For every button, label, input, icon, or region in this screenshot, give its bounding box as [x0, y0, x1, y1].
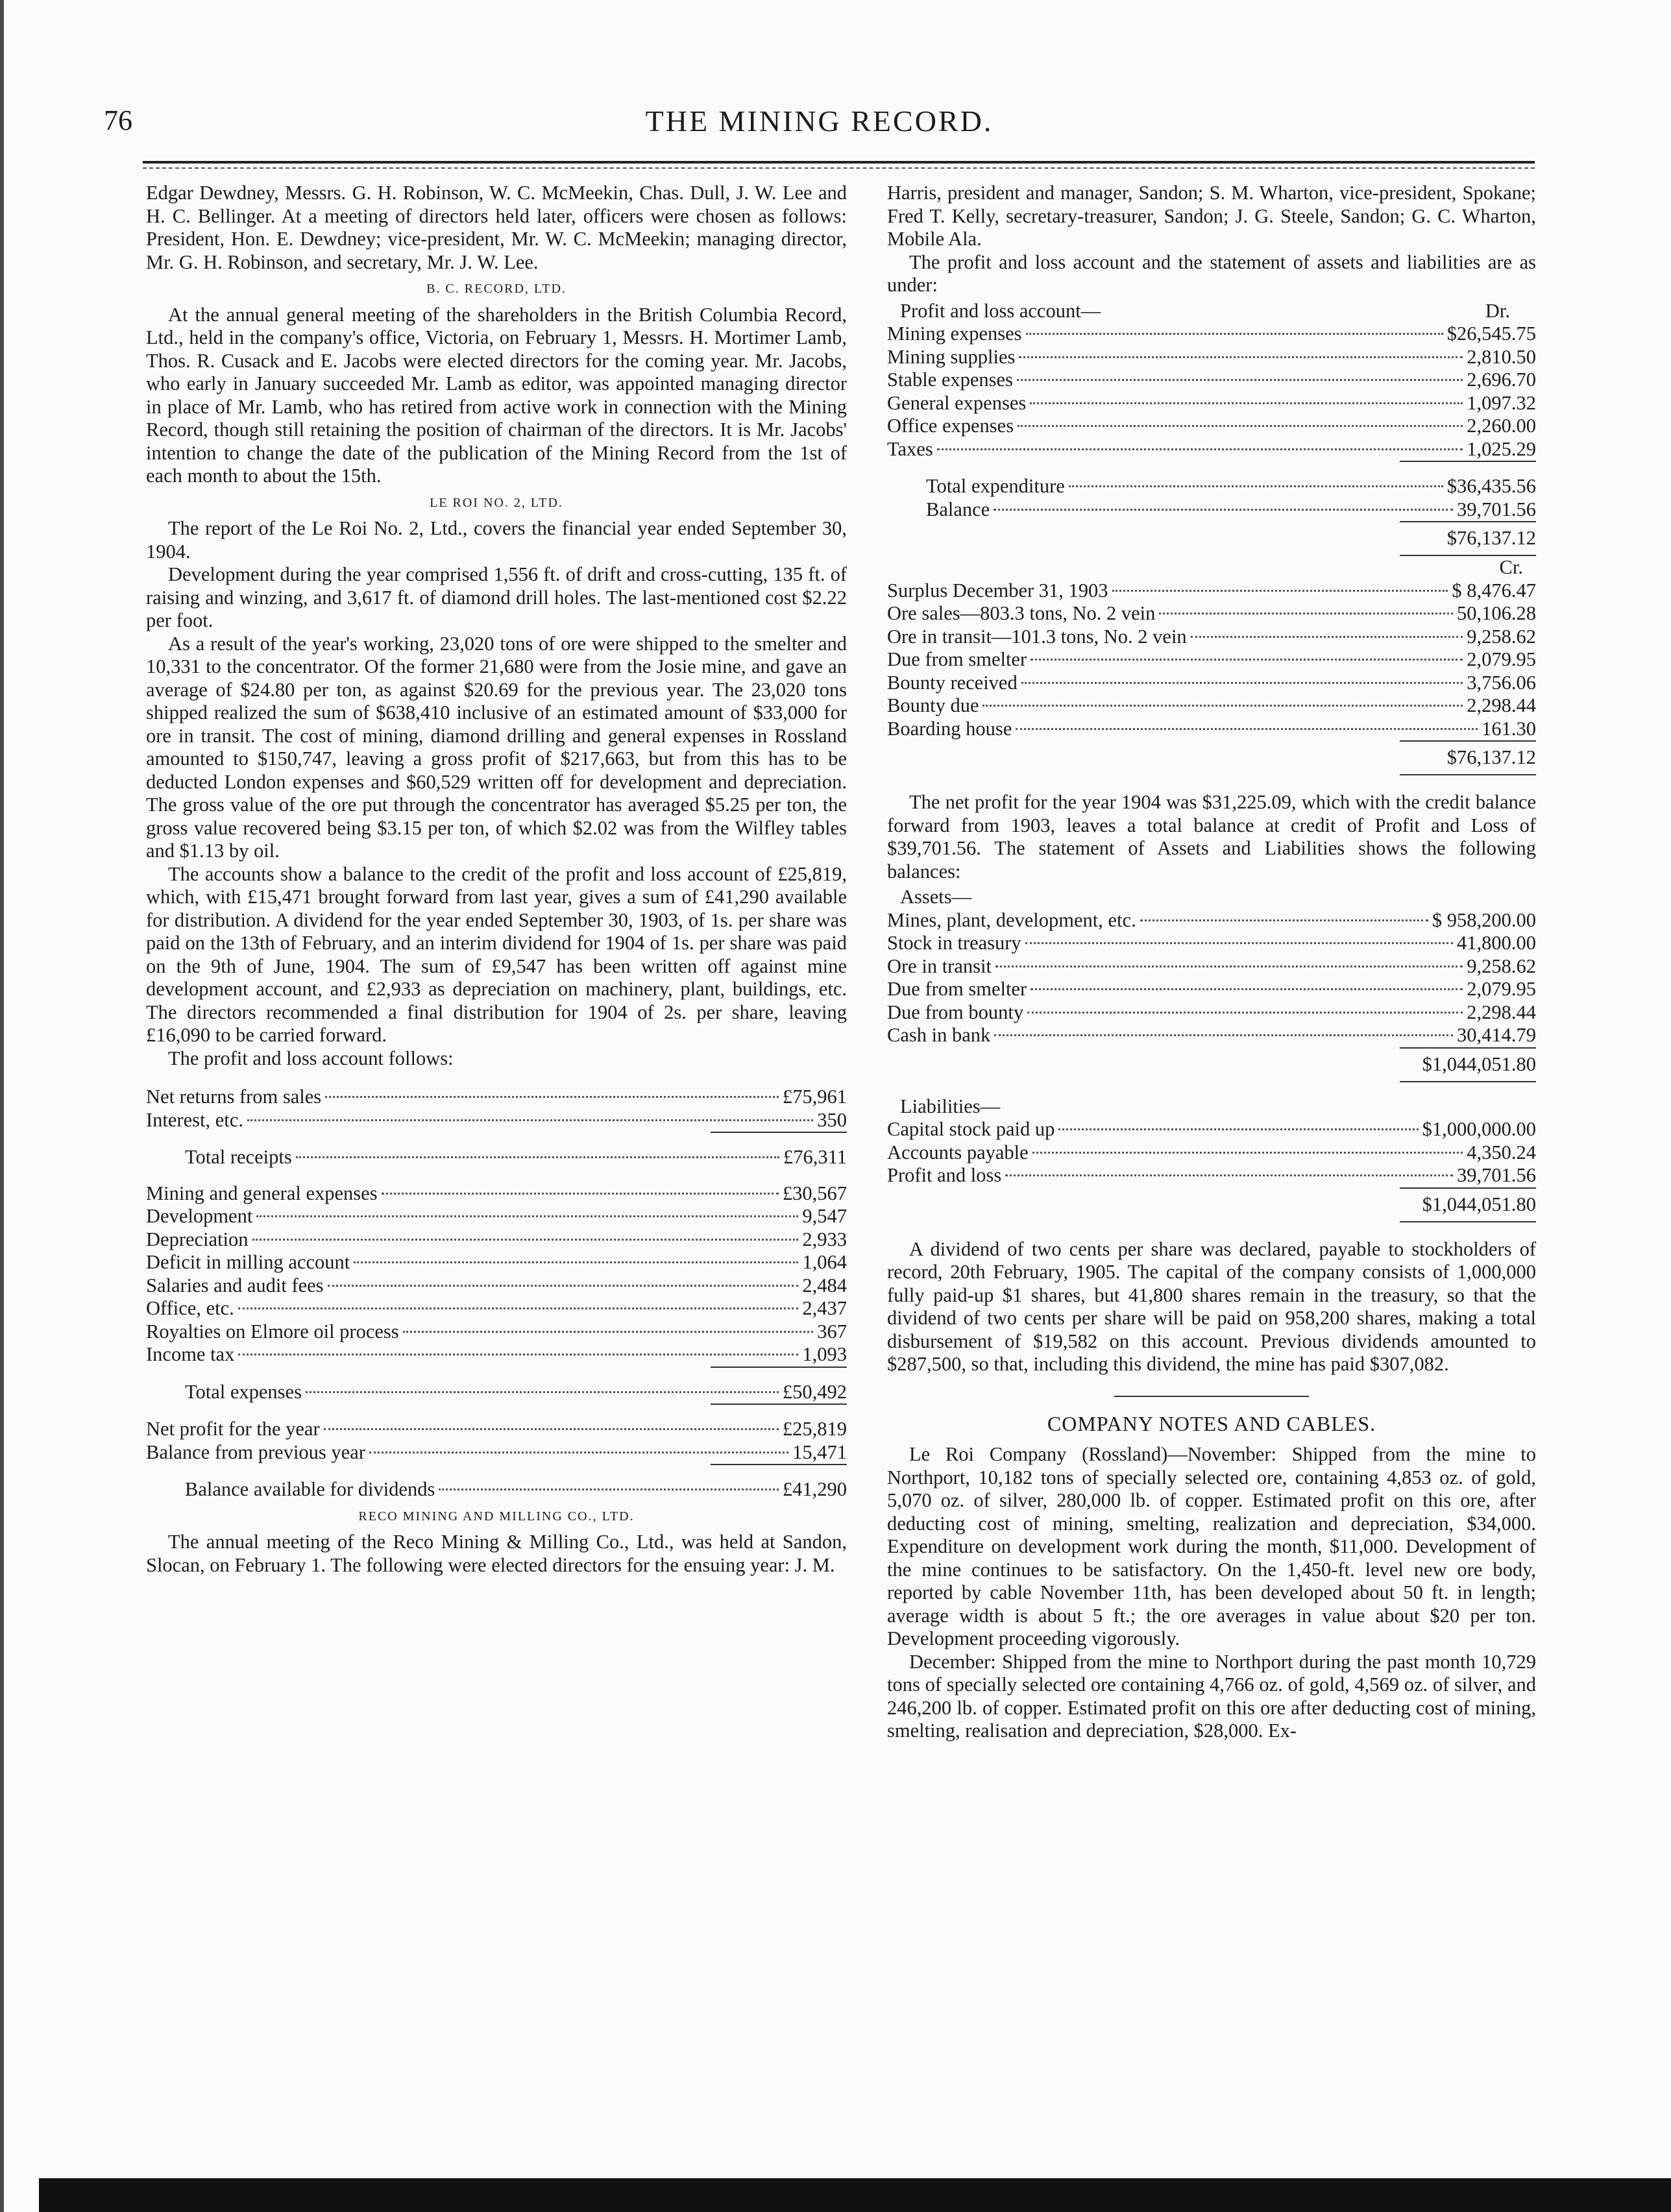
ledger-row: Capital stock paid up $1,000,000.00 [887, 1118, 1536, 1140]
ledger-row: Office, etc. 2,437 [146, 1297, 847, 1319]
ledger-row: Deficit in milling account 1,064 [146, 1251, 847, 1273]
ledger-row: Accounts payable 4,350.24 [887, 1141, 1536, 1163]
section-heading: B. C. RECORD, LTD. [426, 282, 567, 296]
ledger-row: Ore in transit—101.3 tons, No. 2 vein 9,258.62 [887, 625, 1536, 648]
ledger-row: Stock in treasury 41,800.00 [887, 932, 1536, 954]
paragraph: Harris, president and manager, Sandon; S. M. Wharton, vice-president, Spokane; Fred T. Kelly, secretary-treasurer, Sandon; J. G. Steele, Sandon; G. C. Wharton, Mobile Ala. [887, 182, 1536, 250]
section-divider [1114, 1396, 1309, 1397]
right-column [887, 182, 1536, 1743]
ledger-total-row: Total expenses £50,492 [185, 1380, 847, 1403]
ledger-row: Mines, plant, development, etc. $ 958,200.00 [887, 908, 1536, 931]
paragraph: The profit and loss account follows: [168, 1047, 454, 1069]
ledger-grand-total: $76,137.12 [1446, 746, 1536, 769]
ledger-row: Balance 39,701.56 [926, 498, 1536, 520]
ledger-row: Income tax 1,093 [146, 1343, 847, 1365]
ledger-row: Depreciation 2,933 [146, 1228, 847, 1250]
paragraph: As a result of the year's working, 23,020 tons of ore were shipped to the smelter and 10,331 to the concentrator. Of the former 21,680 were from the Josie mine, and gave an average of $24.80 per ton, as against $20.69 for the previous year. The 23,020 tons shipped realized the sum of $638,410 inclusive of an estimated amount of $33,000 for ore in transit. The cost of mining, diamond drilling and general expenses in Rossland amounted to $150,747, leaving a gross profit of $217,663, but from this has to be deducted London expenses and $60,529 written off for development and depreciation. The gross value of the ore put through the concentrator has averaged $5.25 per ton, the gross value recovered being $3.15 per ton, of which $2.02 was from the Wilfley tables and $1.13 by oil. [146, 632, 847, 862]
ledger-row: Due from smelter 2,079.95 [887, 978, 1536, 1000]
scan-edge [0, 0, 39, 2212]
running-title: THE MINING RECORD. [645, 104, 994, 138]
ledger-total-row: Balance available for dividends £41,290 [185, 1478, 847, 1500]
header-rule [143, 161, 1535, 164]
ledger-row: Balance from previous year 15,471 [146, 1440, 847, 1463]
ledger-grand-total: $76,137.12 [1446, 527, 1536, 550]
ledger-grand-total: $1,044,051.80 [1422, 1193, 1536, 1215]
ledger-row: Boarding house 161.30 [887, 717, 1536, 740]
reco-profit-loss-ledger [887, 300, 1536, 776]
ledger-row: Salaries and audit fees 2,484 [146, 1274, 847, 1296]
page-number: 76 [104, 104, 132, 136]
ledger-total-row: Total receipts £76,311 [185, 1146, 847, 1168]
ledger-row: Net returns from sales £75,961 [146, 1086, 847, 1108]
header-rule-dashed [143, 167, 1535, 169]
ledger-row: Development 9,547 [146, 1205, 847, 1227]
left-column [146, 182, 847, 1577]
ledger-row: Bounty due 2,298.44 [887, 694, 1536, 716]
section-heading: RECO MINING AND MILLING CO., LTD. [358, 1509, 635, 1524]
ledger-row: Taxes 1,025.29 [887, 437, 1536, 460]
ledger-header: Profit and loss account— Dr. [900, 299, 1510, 322]
paragraph: At the annual general meeting of the shareholders in the British Columbia Record, Ltd., held in the company's office, Victoria, on February 1, Messrs. H. Mortimer Lamb, Thos. R. Cusack and E. Jacobs were elected directors for the coming year. Mr. Jacobs, who early in January succeeded Mr. Lamb as editor, was appointed managing director in place of Mr. Lamb, who has retired from active work in connection with the Mining Record, though still retaining the position of chairman of the directors. It is Mr. Jacobs' intention to change the date of the publication of the Mining Record from the 1st of each month to about the 15th. [146, 303, 847, 487]
paragraph: Development during the year comprised 1,556 ft. of drift and cross-cutting, 135 ft. of raising and winzing, and 3,617 ft. of diamond drill holes. The last-mentioned cost $2.22 per foot. [146, 563, 847, 631]
paragraph: The report of the Le Roi No. 2, Ltd., covers the financial year ended September 30, 1904. [146, 517, 847, 563]
ledger-row: Ore sales—803.3 tons, No. 2 vein 50,106.28 [887, 602, 1536, 624]
scan-bottom-edge [39, 2178, 1671, 2212]
ledger-header: Liabilities— [900, 1095, 1001, 1117]
paragraph: The accounts show a balance to the credit of the profit and loss account of £25,819, which, with £15,471 brought forward from last year, gives a sum of £41,290 available for distribution. A dividend for the year ended September 30, 1903, of 1s. per share was paid on the 13th of February, and an interim dividend for 1904 of 1s. per share was paid on the 9th of June, 1904. The sum of £9,547 has been written off against mine development account, and £2,933 as depreciation on machinery, plant, buildings, etc. The directors recommended a final distribution for 1904 of 2s. per share, leaving £16,090 to be carried forward. [146, 862, 847, 1046]
ledger-row: Mining and general expenses £30,567 [146, 1182, 847, 1204]
ledger-row: Royalties on Elmore oil process 367 [146, 1320, 847, 1343]
paragraph: The profit and loss account and the statement of assets and liabilities are as under: [887, 250, 1536, 296]
ledger-row: Mining supplies 2,810.50 [887, 345, 1536, 368]
ledger-row: Due from smelter 2,079.95 [887, 648, 1536, 670]
ledger-row: Cash in bank 30,414.79 [887, 1024, 1536, 1046]
assets-liabilities-ledger [887, 886, 1536, 1222]
ledger-header: Assets— [900, 886, 972, 908]
page-header [104, 104, 1535, 149]
section-title: COMPANY NOTES AND CABLES. [1047, 1411, 1376, 1435]
ledger-row: General expenses 1,097.32 [887, 391, 1536, 414]
ledger-row: Ore in transit 9,258.62 [887, 954, 1536, 977]
ledger-row: Surplus December 31, 1903 $ 8,476.47 [887, 579, 1536, 602]
profit-loss-ledger [146, 1073, 847, 1501]
ledger-row: Net profit for the year £25,819 [146, 1418, 847, 1440]
ledger-row: Mining expenses $26,545.75 [887, 322, 1536, 345]
ledger-row: Due from bounty 2,298.44 [887, 1001, 1536, 1023]
ledger-row: Office expenses 2,260.00 [887, 415, 1536, 437]
paragraph: A dividend of two cents per share was declared, payable to stockholders of record, 20th February, 1905. The capital of the company consists of 1,000,000 fully paid-up $1 shares, but 41,800 shares remain in the treasury, so that the dividend of two cents per share will be paid on 958,200 shares, making a total disbursement of $19,582 on this account. Previous dividends amounted to $287,500, so that, including this dividend, the mine has paid $307,082. [887, 1237, 1536, 1375]
ledger-row: Interest, etc. 350 [146, 1108, 847, 1131]
paragraph: Edgar Dewdney, Messrs. G. H. Robinson, W. C. McMeekin, Chas. Dull, J. W. Lee and H. C. Bellinger. At a meeting of directors held later, officers were chosen as follows: President, Hon. E. Dewdney; vice-president, Mr. W. C. McMeekin; managing director, Mr. G. H. Robinson, and secretary, Mr. J. W. Lee. [146, 182, 847, 273]
ledger-grand-total: $1,044,051.80 [1422, 1052, 1536, 1075]
section-heading: LE ROI NO. 2, LTD. [430, 495, 563, 510]
ledger-row: Stable expenses 2,696.70 [887, 369, 1536, 391]
ledger-row: Bounty received 3,756.06 [887, 671, 1536, 694]
ledger-row: Profit and loss 39,701.56 [887, 1164, 1536, 1186]
paragraph: The annual meeting of the Reco Mining & Milling Co., Ltd., was held at Sandon, Slocan, on February 1. The following were elected directors for the ensuing year: J. M. [146, 1531, 847, 1576]
credit-header: Cr. [1499, 556, 1523, 578]
ledger-row: Total expenditure $36,435.56 [926, 475, 1536, 497]
paragraph: December: Shipped from the mine to Northport during the past month 10,729 tons of specially selected ore containing 4,766 oz. of gold, 4,569 oz. of silver, and 246,200 lb. of copper. Estimated profit on this ore after deducting cost of mining, smelting, realisation and depreciation, $28,000. Ex- [887, 1650, 1536, 1742]
paragraph: Le Roi Company (Rossland)—November: Shipped from the mine to Northport, 10,182 tons of specially selected ore, containing 4,853 oz. of gold, 5,070 oz. of silver, 280,000 lb. of copper. Estimated profit on this ore, after deducting cost of mining, smelting, realization and depreciation, $34,000. Expenditure on development work during the month, $11,000. Development of the mine continues to be satisfactory. On the 1,450-ft. level new ore body, reported by cable November 11th, has been developed about 50 ft. in length; average width is about 5 ft.; the ore averages in value about $20 per ton. Development proceeding vigorously. [887, 1443, 1536, 1649]
paragraph: The net profit for the year 1904 was $31,225.09, which with the credit balance forward from 1903, leaves a total balance at credit of Profit and Loss of $39,701.56. The statement of Assets and Liabilities shows the following balances: [887, 791, 1536, 882]
